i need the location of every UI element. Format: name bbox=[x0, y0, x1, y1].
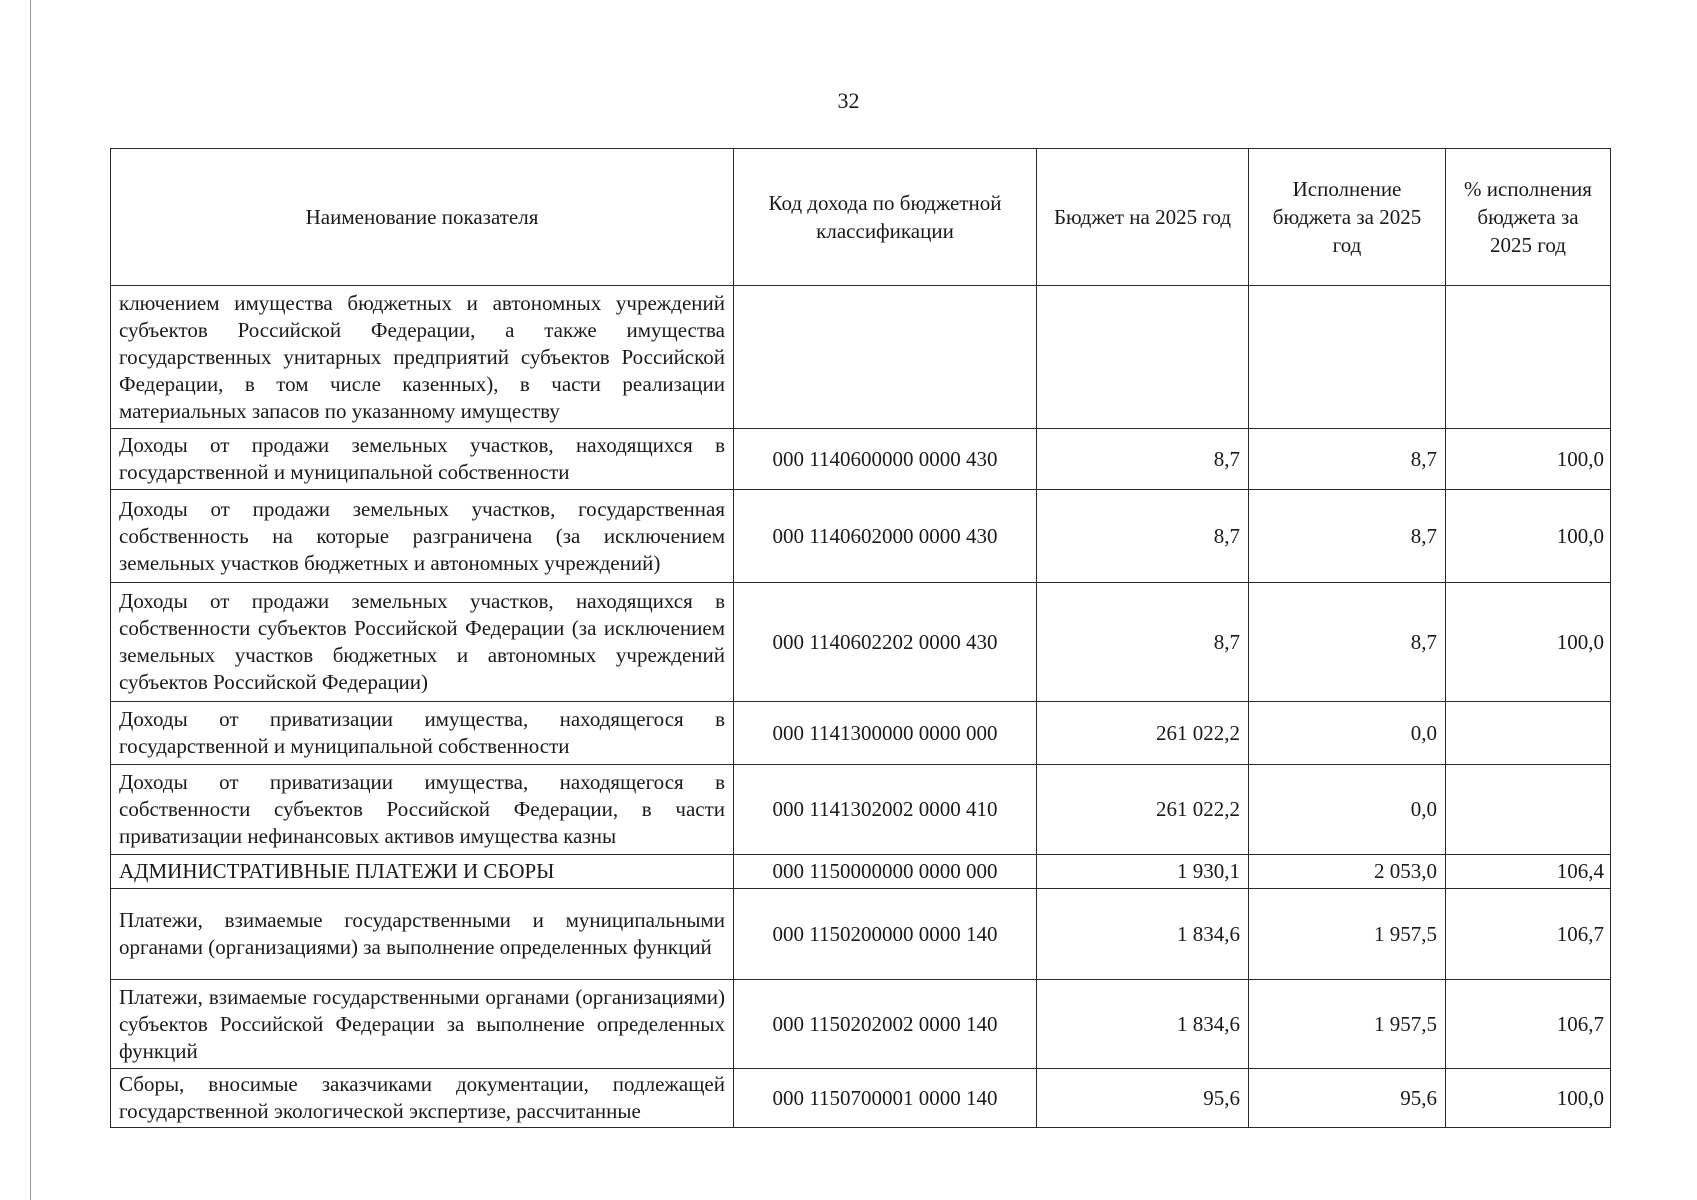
row-execution: 95,6 bbox=[1249, 1069, 1446, 1128]
header-execution: Исполнение бюджета за 2025 год bbox=[1249, 149, 1446, 286]
row-budget: 261 022,2 bbox=[1037, 765, 1249, 855]
row-execution: 8,7 bbox=[1249, 490, 1446, 583]
row-percent bbox=[1446, 765, 1611, 855]
header-row bbox=[111, 149, 1611, 286]
row-code: 000 1140602000 0000 430 bbox=[734, 490, 1037, 583]
row-budget: 1 834,6 bbox=[1037, 980, 1249, 1069]
header-percent: % исполнения бюджета за 2025 год bbox=[1446, 149, 1611, 286]
row-percent: 100,0 bbox=[1446, 429, 1611, 490]
row-name: ключением имущества бюджетных и автономных учреждений субъектов Российской Федерации, а также имущества государственных унитарных предприятий субъектов Российской Федерации, в том числе казенных), в части реализации материальных запасов по указанному имуществу bbox=[111, 286, 734, 429]
row-execution: 8,7 bbox=[1249, 429, 1446, 490]
table-row bbox=[111, 583, 1611, 702]
row-percent: 100,0 bbox=[1446, 1069, 1611, 1128]
row-execution: 8,7 bbox=[1249, 583, 1446, 702]
row-execution bbox=[1249, 286, 1446, 429]
row-code: 000 1150202002 0000 140 bbox=[734, 980, 1037, 1069]
row-budget: 8,7 bbox=[1037, 429, 1249, 490]
row-percent: 106,7 bbox=[1446, 889, 1611, 980]
table-row bbox=[111, 286, 1611, 429]
row-code: 000 1141300000 0000 000 bbox=[734, 702, 1037, 765]
row-percent bbox=[1446, 702, 1611, 765]
row-budget: 8,7 bbox=[1037, 490, 1249, 583]
row-code: 000 1150000000 0000 000 bbox=[734, 855, 1037, 889]
header-code: Код дохода по бюджетной классификации bbox=[734, 149, 1037, 286]
page-number: 32 bbox=[837, 88, 860, 113]
row-percent: 106,4 bbox=[1446, 855, 1611, 889]
table-row bbox=[111, 702, 1611, 765]
header-budget: Бюджет на 2025 год bbox=[1037, 149, 1249, 286]
row-name: Платежи, взимаемые государственными органами (организациями) субъектов Российской Федерации за выполнение определенных функций bbox=[111, 980, 734, 1069]
row-name: АДМИНИСТРАТИВНЫЕ ПЛАТЕЖИ И СБОРЫ bbox=[111, 855, 734, 889]
row-name: Доходы от продажи земельных участков, государственная собственность на которые разграничена (за исключением земельных участков бюджетных и автономных учреждений) bbox=[111, 490, 734, 583]
row-code bbox=[734, 286, 1037, 429]
table-row bbox=[111, 855, 1611, 889]
scan-edge-line bbox=[30, 0, 31, 1200]
row-name: Доходы от продажи земельных участков, находящихся в государственной и муниципальной собственности bbox=[111, 429, 734, 490]
table-row bbox=[111, 429, 1611, 490]
table-row bbox=[111, 1069, 1611, 1128]
row-execution: 0,0 bbox=[1249, 765, 1446, 855]
row-percent: 100,0 bbox=[1446, 490, 1611, 583]
row-execution: 1 957,5 bbox=[1249, 889, 1446, 980]
row-budget: 1 930,1 bbox=[1037, 855, 1249, 889]
budget-table bbox=[110, 148, 1611, 1128]
row-code: 000 1150700001 0000 140 bbox=[734, 1069, 1037, 1128]
row-execution: 0,0 bbox=[1249, 702, 1446, 765]
row-name: Доходы от продажи земельных участков, находящихся в собственности субъектов Российской Федерации (за исключением земельных участков бюджетных и автономных учреждений субъектов Российской Федерации) bbox=[111, 583, 734, 702]
table-row bbox=[111, 490, 1611, 583]
row-name: Платежи, взимаемые государственными и муниципальными органами (организациями) за выполнение определенных функций bbox=[111, 889, 734, 980]
row-budget: 95,6 bbox=[1037, 1069, 1249, 1128]
row-code: 000 1140602202 0000 430 bbox=[734, 583, 1037, 702]
row-code: 000 1140600000 0000 430 bbox=[734, 429, 1037, 490]
table-row bbox=[111, 980, 1611, 1069]
row-percent: 100,0 bbox=[1446, 583, 1611, 702]
row-name: Сборы, вносимые заказчиками документации, подлежащей государственной экологической экспертизе, рассчитанные bbox=[111, 1069, 734, 1128]
row-budget bbox=[1037, 286, 1249, 429]
row-name: Доходы от приватизации имущества, находящегося в собственности субъектов Российской Федерации, в части приватизации нефинансовых активов имущества казны bbox=[111, 765, 734, 855]
row-code: 000 1150200000 0000 140 bbox=[734, 889, 1037, 980]
table-row bbox=[111, 765, 1611, 855]
row-budget: 8,7 bbox=[1037, 583, 1249, 702]
table-row bbox=[111, 889, 1611, 980]
row-code: 000 1141302002 0000 410 bbox=[734, 765, 1037, 855]
row-execution: 1 957,5 bbox=[1249, 980, 1446, 1069]
row-budget: 1 834,6 bbox=[1037, 889, 1249, 980]
header-name: Наименование показателя bbox=[111, 149, 734, 286]
row-percent bbox=[1446, 286, 1611, 429]
row-budget: 261 022,2 bbox=[1037, 702, 1249, 765]
row-percent: 106,7 bbox=[1446, 980, 1611, 1069]
row-execution: 2 053,0 bbox=[1249, 855, 1446, 889]
row-name: Доходы от приватизации имущества, находящегося в государственной и муниципальной собственности bbox=[111, 702, 734, 765]
